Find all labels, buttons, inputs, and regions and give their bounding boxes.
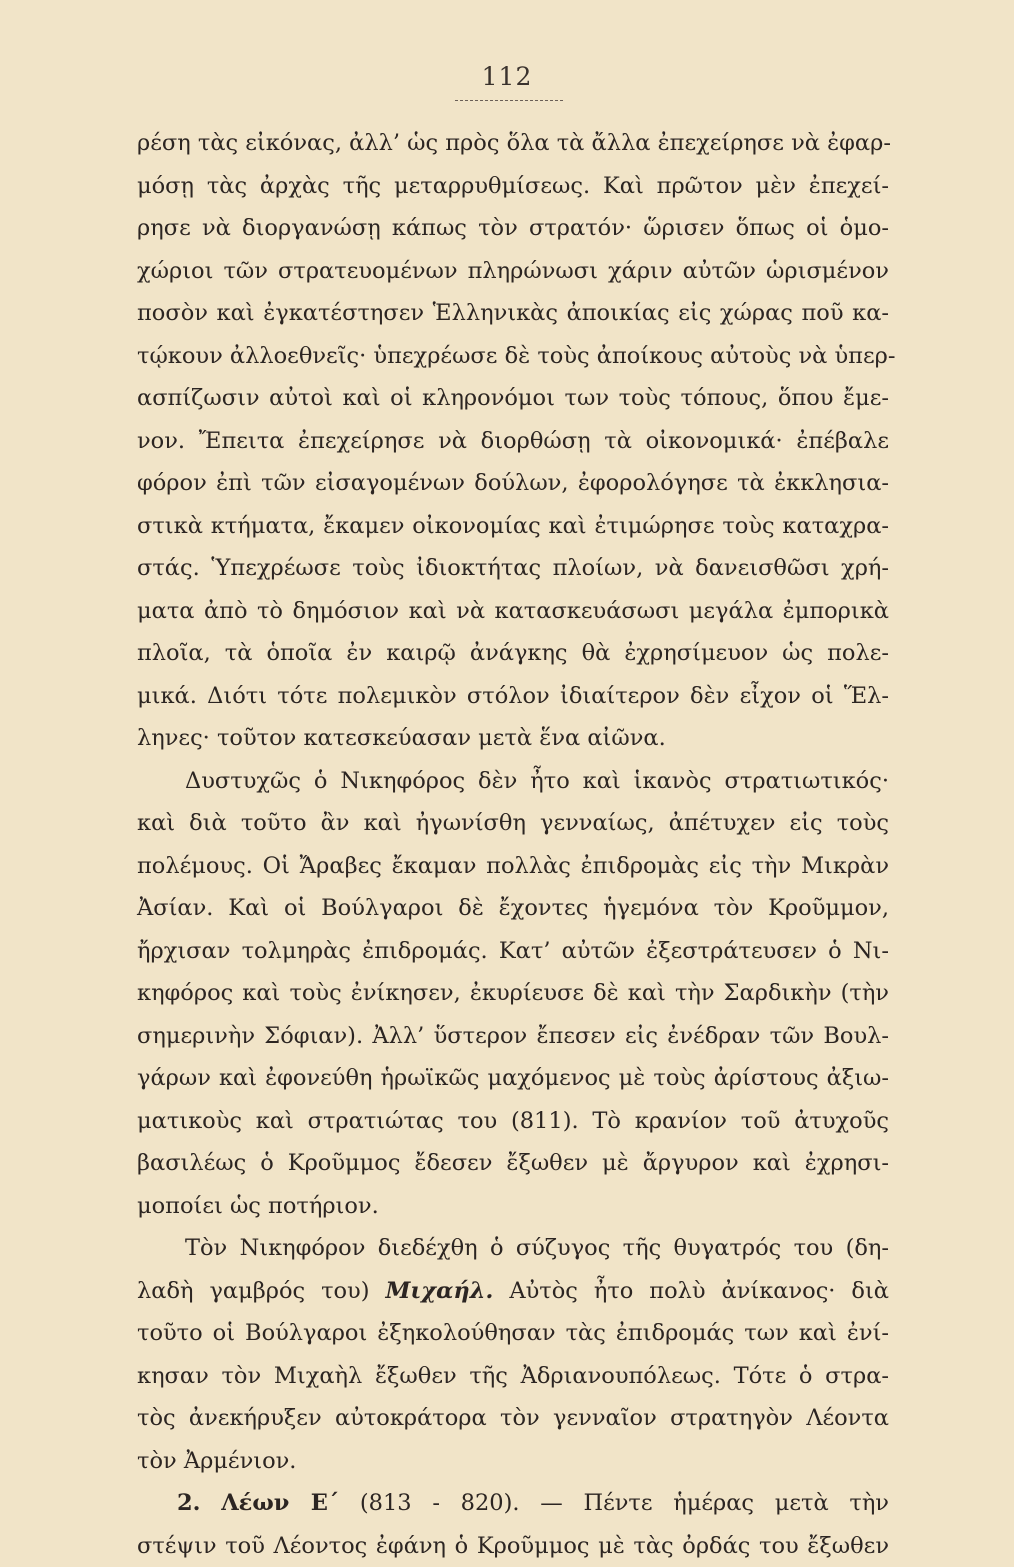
text-line: στικὰ κτήματα, ἔκαμεν οἰκονομίας καὶ ἐτιμώρησε τοὺς καταχρα- [137, 505, 889, 548]
section-number: 2. [177, 1490, 201, 1516]
emperor-name: Μιχαήλ. [386, 1278, 494, 1304]
page-body [137, 122, 889, 1567]
text-line [137, 1270, 889, 1313]
text-line: σημερινὴν Σόφιαν). Ἀλλ’ ὕστερον ἔπεσεν εἰς ἐνέδραν τῶν Βουλ- [137, 1015, 889, 1058]
text-line: Ἀσίαν. Καὶ οἱ Βούλγαροι δὲ ἔχοντες ἡγεμόνα τὸν Κροῦμμον, [137, 887, 889, 930]
text-line: κηφόρος καὶ τοὺς ἐνίκησεν, ἐκυρίευσε δὲ καὶ τὴν Σαρδικὴν (τὴν [137, 972, 889, 1015]
text-line: Δυστυχῶς ὁ Νικηφόρος δὲν ἦτο καὶ ἱκανὸς στρατιωτικός· [137, 760, 889, 803]
text-line: γάρων καὶ ἐφονεύθη ἡρωϊκῶς μαχόμενος μὲ τοὺς ἀρίστους ἀξιω- [137, 1057, 889, 1100]
text-span: (813 - 820). — Πέντε ἡμέρας μετὰ τὴν [339, 1490, 889, 1516]
text-line: ρέση τὰς εἰκόνας, ἀλλ’ ὡς πρὸς ὅλα τὰ ἄλλα ἐπεχείρησε νὰ ἐφαρ- [137, 122, 889, 165]
text-line: ποσὸν καὶ ἐγκατέστησεν Ἑλληνικὰς ἀποικίας εἰς χώρας ποῦ κα- [137, 292, 889, 335]
text-line: νον. Ἔπειτα ἐπεχείρησε νὰ διορθώσῃ τὰ οἰκονομικά· ἐπέβαλε [137, 420, 889, 463]
text-line: ασπίζωσιν αὐτοὶ καὶ οἱ κληρονόμοι των τοὺς τόπους, ὅπου ἔμε- [137, 377, 889, 420]
text-line: πολέμους. Οἱ Ἄραβες ἔκαμαν πολλὰς ἐπιδρομὰς εἰς τὴν Μικρὰν [137, 845, 889, 888]
text-span: Αὐτὸς ἦτο πολὺ ἀνίκανος· διὰ [493, 1278, 889, 1304]
text-line: ματα ἀπὸ τὸ δημόσιον καὶ νὰ κατασκευάσωσι μεγάλα ἐμπορικὰ [137, 590, 889, 633]
text-line: τοῦτο οἱ Βούλγαροι ἐξηκολούθησαν τὰς ἐπιδρομάς των καὶ ἐνί- [137, 1312, 889, 1355]
text-line: κησαν τὸν Μιχαὴλ ἔξωθεν τῆς Ἀδριανουπόλεως. Τότε ὁ στρα- [137, 1355, 889, 1398]
text-line: τῴκουν ἀλλοεθνεῖς· ὑπεχρέωσε δὲ τοὺς ἀποίκους αὐτοὺς νὰ ὑπερ- [137, 335, 889, 378]
text-line: μόσῃ τὰς ἀρχὰς τῆς μεταρρυθμίσεως. Καὶ πρῶτον μὲν ἐπεχεί- [137, 165, 889, 208]
text-line: φόρον ἐπὶ τῶν εἰσαγομένων δούλων, ἐφορολόγησε τὰ ἐκκλησια- [137, 462, 889, 505]
text-line: ρησε νὰ διοργανώσῃ κάπως τὸν στρατόν· ὥρισεν ὅπως οἱ ὁμο- [137, 207, 889, 250]
text-line: πλοῖα, τὰ ὁποῖα ἐν καιρῷ ἀνάγκης θὰ ἐχρησίμευον ὡς πολε- [137, 632, 889, 675]
section-heading-line [137, 1482, 889, 1525]
text-line: τὸς ἀνεκήρυξεν αὐτοκράτορα τὸν γενναῖον στρατηγὸν Λέοντα [137, 1397, 889, 1440]
text-line: ἤρχισαν τολμηρὰς ἐπιδρομάς. Κατ’ αὐτῶν ἐξεστράτευσεν ὁ Νι- [137, 930, 889, 973]
text-line: τὸν Ἀρμένιον. [137, 1440, 889, 1483]
text-line: μοποίει ὡς ποτήριον. [137, 1185, 889, 1228]
text-span: λαδὴ γαμβρός του) [137, 1278, 386, 1304]
text-line: στέψιν τοῦ Λέοντος ἐφάνη ὁ Κροῦμμος μὲ τὰς ὀρδάς του ἔξωθεν [137, 1525, 889, 1567]
page-number: 112 [0, 62, 1014, 91]
text-line: ληνες· τοῦτον κατεσκεύασαν μετὰ ἕνα αἰῶνα. [137, 717, 889, 760]
text-line: στάς. Ὑπεχρέωσε τοὺς ἰδιοκτήτας πλοίων, νὰ δανεισθῶσι χρή- [137, 547, 889, 590]
text-line: Τὸν Νικηφόρον διεδέχθη ὁ σύζυγος τῆς θυγατρός του (δη- [137, 1227, 889, 1270]
section-title: Λέων Ε΄ [221, 1490, 339, 1516]
header-rule [455, 100, 563, 101]
text-line: ματικοὺς καὶ στρατιώτας του (811). Τὸ κρανίον τοῦ ἀτυχοῦς [137, 1100, 889, 1143]
text-line: χώριοι τῶν στρατευομένων πληρώνωσι χάριν αὐτῶν ὡρισμένον [137, 250, 889, 293]
text-line: καὶ διὰ τοῦτο ἂν καὶ ἠγωνίσθη γενναίως, ἀπέτυχεν εἰς τοὺς [137, 802, 889, 845]
text-line: βασιλέως ὁ Κροῦμμος ἔδεσεν ἔξωθεν μὲ ἄργυρον καὶ ἐχρησι- [137, 1142, 889, 1185]
text-line: μικά. Διότι τότε πολεμικὸν στόλον ἰδιαίτερον δὲν εἶχον οἱ Ἕλ- [137, 675, 889, 718]
